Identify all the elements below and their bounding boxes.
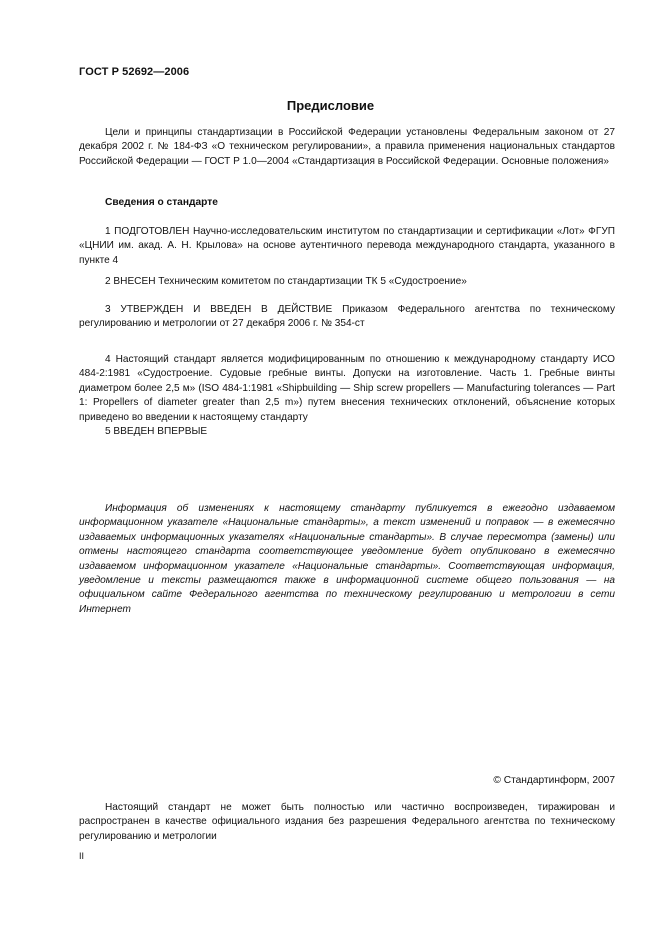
section-subheading: Сведения о стандарте bbox=[105, 197, 218, 208]
change-notice-paragraph: Информация об изменениях к настоящему стандарту публикуется в ежегодно издаваемом информационном указателе «Национальные стандарты», а текст изменений и поправок — в ежемесячно издаваемых информационных указателях «Национальные стандарты». В случае пересмотра (замены) или отмены настоящего стандарта соответствующее уведомление будет опубликовано в ежемесячно издаваемом информационном указателе «Национальные стандарты». Соответствующая информация, уведомление и тексты размещаются также в информационной системе общего пользования — на официальном сайте Федерального агентства по техническому регулированию и метрологии в сети Интернет bbox=[79, 503, 615, 615]
item-3-paragraph: 3 УТВЕРЖДЕН И ВВЕДЕН В ДЕЙСТВИЕ Приказом Федерального агентства по техническому регулированию и метрологии от 27 декабря 2006 г. № 354-ст bbox=[79, 304, 615, 330]
document-code: ГОСТ Р 52692—2006 bbox=[79, 66, 190, 78]
item-1-paragraph: 1 ПОДГОТОВЛЕН Научно-исследовательским институтом по стандартизации и сертификации «Лот» ФГУП «ЦНИИ им. акад. А. Н. Крылова» на основе аутентичного перевода международного стандарта, указанного в пункте 4 bbox=[79, 226, 615, 266]
page-title: Предисловие bbox=[286, 98, 375, 113]
intro-paragraph: Цели и принципы стандартизации в Российской Федерации установлены Федеральным законом от 27 декабря 2002 г. № 184-ФЗ «О техническом регулировании», а правила применения национальных стандартов Российской Федерации — ГОСТ Р 1.0—2004 «Стандартизация в Российской Федерации. Основные положения» bbox=[79, 127, 615, 167]
item-4-paragraph: 4 Настоящий стандарт является модифицированным по отношению к международному стандарту ИСО 484-2:1981 «Судостроение. Судовые гребные винты. Допуски на изготовление. Часть 1. Гребные винты диаметром более 2,5 м» (ISO 484-1:1981 «Shipbuilding — Ship screw propellers — Manufacturing tolerances — Part 1: Propellers of diameter greater than 2,5 m») путем внесения технических отклонений, объяснение которых приведено во введении к настоящему стандарту bbox=[79, 354, 615, 423]
reproduction-notice: Настоящий стандарт не может быть полностью или частично воспроизведен, тиражирован и распространен в качестве официального издания без разрешения Федерального агентства по техническому регулированию и метрологии bbox=[79, 802, 615, 842]
item-5-paragraph: 5 ВВЕДЕН ВПЕРВЫЕ bbox=[105, 426, 208, 437]
copyright-line: © Стандартинформ, 2007 bbox=[493, 775, 615, 786]
page-number: II bbox=[79, 851, 85, 861]
item-2-paragraph: 2 ВНЕСЕН Техническим комитетом по стандартизации ТК 5 «Судостроение» bbox=[105, 276, 467, 287]
